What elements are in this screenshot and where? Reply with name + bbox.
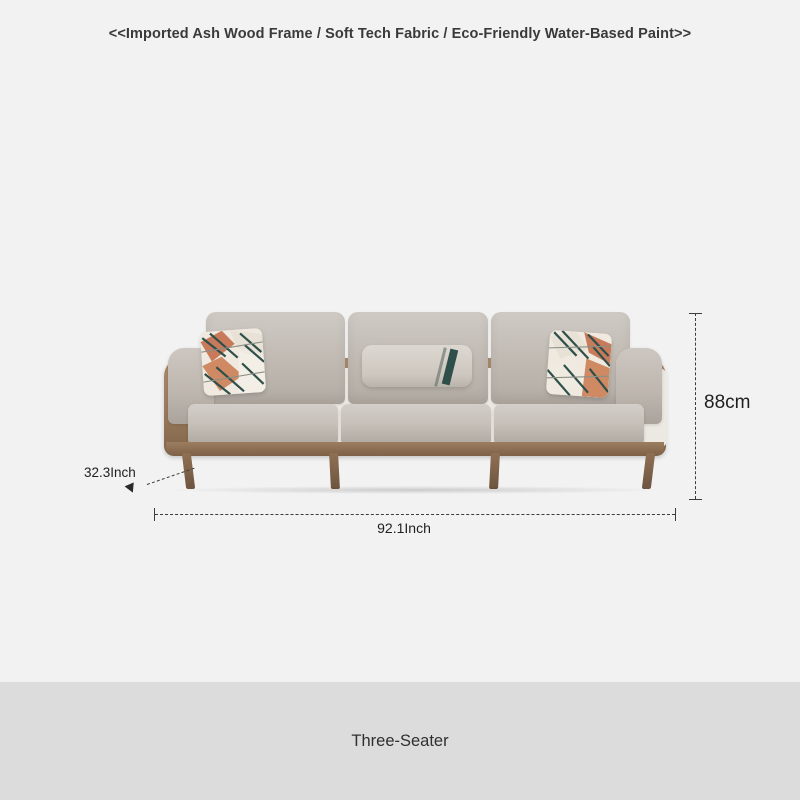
- height-dimension-cap-top: [689, 313, 702, 314]
- seat-cushion: [188, 404, 338, 444]
- height-dimension-label: 88cm: [704, 392, 751, 413]
- throw-pillow-left: [200, 328, 266, 396]
- seat-cushion: [341, 404, 491, 444]
- sofa-leg: [642, 453, 655, 489]
- width-dimension-label: 92.1Inch: [355, 519, 453, 537]
- width-dimension-line: [155, 514, 675, 515]
- lumbar-pillow: [362, 345, 472, 387]
- sofa-leg: [329, 453, 340, 489]
- pillow-pattern-icon: [200, 328, 266, 396]
- width-dimension-cap-right: [675, 508, 676, 521]
- sofa-leg: [489, 453, 500, 489]
- depth-dimension-arrow-icon: [125, 482, 138, 494]
- seat-rail: [166, 442, 664, 455]
- depth-dimension-label: 32.3Inch: [84, 465, 136, 480]
- page-title: <<Imported Ash Wood Frame / Soft Tech Fabric / Eco-Friendly Water-Based Paint>>: [108, 26, 692, 42]
- pillow-pattern-icon: [546, 330, 612, 398]
- height-dimension-line: [695, 313, 696, 499]
- variant-label: Three-Seater: [351, 731, 449, 750]
- floor-shadow: [170, 486, 660, 494]
- seat-cushion: [494, 404, 644, 444]
- sofa-illustration: [150, 300, 680, 500]
- width-dimension-cap-left: [154, 508, 155, 521]
- height-dimension-cap-bottom: [689, 499, 702, 500]
- seat-cushion-group: [188, 404, 644, 444]
- throw-pillow-right: [546, 330, 612, 398]
